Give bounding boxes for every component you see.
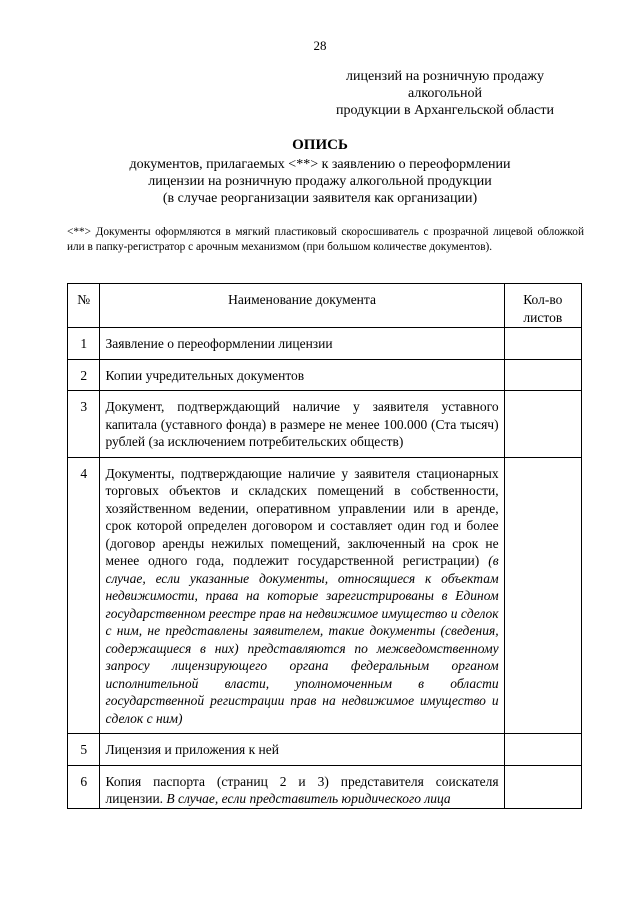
- inventory-table: [67, 283, 582, 809]
- row-document-name: [100, 765, 504, 808]
- table-row: [68, 359, 582, 391]
- row-text: Лицензия и приложения к ней: [105, 742, 279, 757]
- subtitle-line: документов, прилагаемых <**> к заявлению о переоформлении: [129, 157, 511, 172]
- header-line: продукции в Архангельской области: [336, 103, 554, 118]
- table-row: [68, 457, 582, 734]
- page-number: 28: [313, 38, 327, 53]
- row-italic-text: В случае, если представитель юридического лица: [163, 791, 451, 806]
- row-sheet-count: [504, 765, 581, 808]
- row-text: Документы, подтверждающие наличие у заявителя стационарных торговых объектов и складских помещений в собственности, хозяйственном ведении, оперативном управлении или в аренде, срок которой определен договором и составляет один год и более (договор аренды нежилых помещений, заключенный на срок не менее одного года, подлежит государственной регистрации): [105, 465, 499, 568]
- row-italic-text: (в случае, если указанные документы, относящиеся к объектам недвижимости, права на которые зарегистрированы в Едином государственном реестре прав на недвижимое имущество и сделок с ним, не представлены заявителем, такие документы (сведения, содержащиеся в них) представляются по межведомственному запросу лицензирующего органа федеральным органом исполнительной власти, уполномоченным в области государственной регистрации прав на недвижимое имущество и сделок с ним): [105, 553, 499, 726]
- row-document-name: [100, 391, 504, 458]
- header-line: алкогольной: [408, 86, 482, 101]
- table-header-row: [68, 284, 582, 328]
- row-document-name: [100, 328, 504, 360]
- table-row: [68, 765, 582, 808]
- subtitle-line: (в случае реорганизации заявителя как организации): [162, 191, 478, 206]
- row-text: Копии учредительных документов: [105, 367, 305, 383]
- document-subtitle: [60, 156, 580, 207]
- row-document-name: [100, 359, 504, 391]
- row-sheet-count: [504, 734, 581, 766]
- row-number: 1: [68, 328, 100, 360]
- row-number: 6: [68, 765, 100, 808]
- row-document-name: [100, 457, 504, 734]
- header-sheet-count: Кол-во листов: [504, 284, 581, 328]
- table-row: [68, 328, 582, 360]
- footnote-note: <**> Документы оформляются в мягкий пластиковый скоросшиватель с прозрачной лицевой обложкой или в папку-регистратор с арочным механизмом (при большом количестве документов).: [67, 226, 584, 253]
- header-line: лицензий на розничную продажу: [345, 69, 544, 84]
- document-header: [300, 68, 590, 119]
- row-text: Заявление о переоформлении лицензии: [105, 336, 333, 351]
- row-document-name: [100, 734, 504, 766]
- row-text: Копия паспорта (страниц 2 и 3) представителя соискателя лицензии.: [105, 773, 499, 806]
- subtitle-line: лицензии на розничную продажу алкогольной продукции: [148, 174, 492, 189]
- row-number: 2: [68, 359, 100, 391]
- document-title: ОПИСЬ: [292, 137, 348, 153]
- table-row: [68, 734, 582, 766]
- header-document-name: Наименование документа: [100, 284, 504, 328]
- table-row: [68, 391, 582, 458]
- row-number: 3: [68, 391, 100, 458]
- row-sheet-count: [504, 457, 581, 734]
- row-number: 4: [68, 457, 100, 734]
- header-number: №: [68, 284, 100, 328]
- row-number: 5: [68, 734, 100, 766]
- row-sheet-count: [504, 359, 581, 391]
- row-sheet-count: [504, 328, 581, 360]
- row-sheet-count: [504, 391, 581, 458]
- row-text: Документ, подтверждающий наличие у заявителя уставного капитала (уставного фонда) в размере не менее 100.000 (Ста тысяч) рублей (за исключением потребительских обществ): [105, 399, 499, 449]
